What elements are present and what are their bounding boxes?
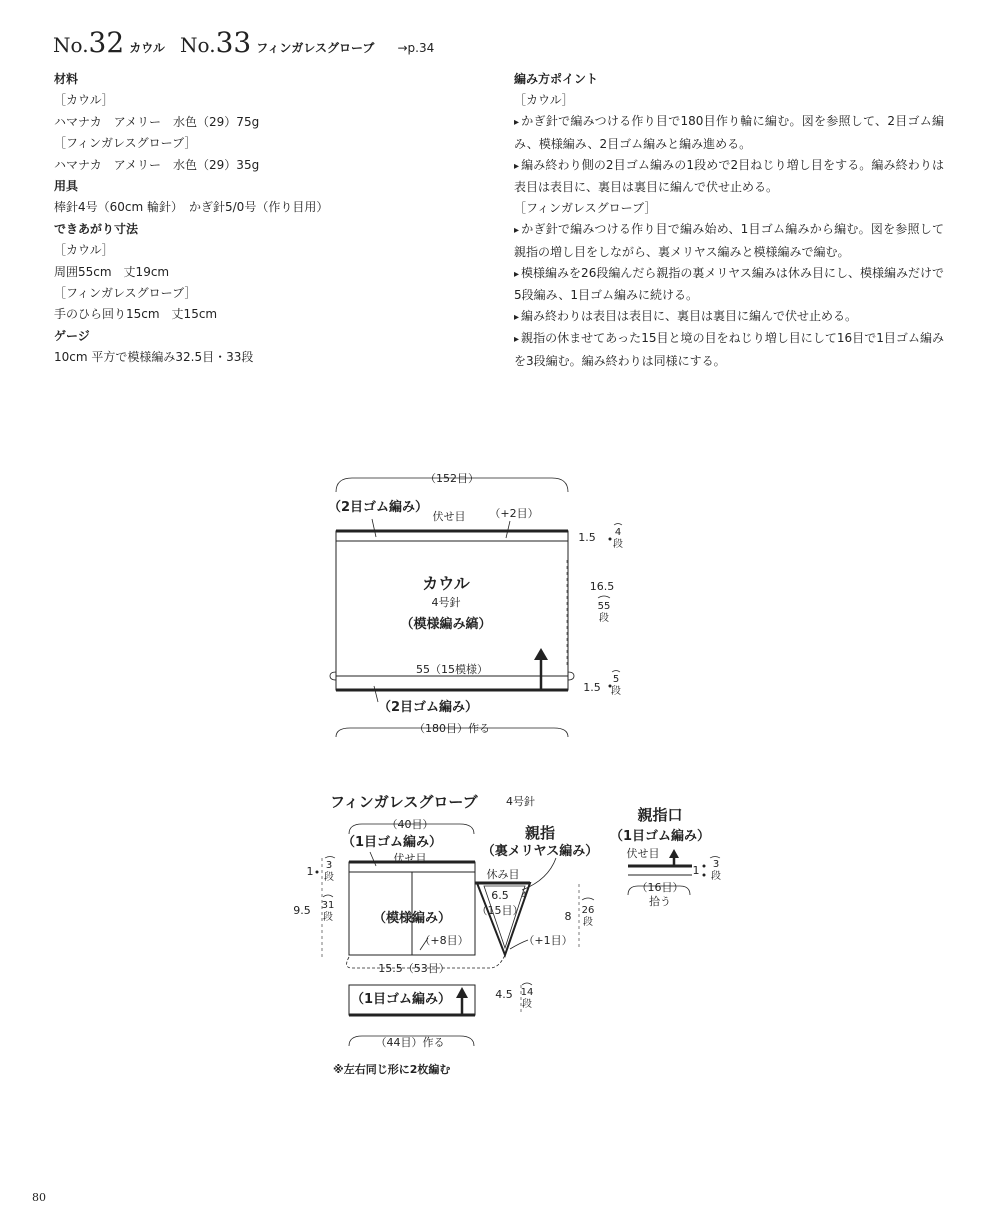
cast-on-label: （44目）作る [375, 1036, 445, 1049]
bottom-rows: 5 [612, 674, 620, 685]
dimension-dot [316, 871, 319, 874]
mid-rows: 55 [597, 601, 611, 612]
needle-label: 4号針 [431, 596, 461, 609]
thumb-opening-rows: 3 [712, 859, 720, 870]
cowl-title: カウル [422, 574, 470, 593]
tools-heading: 用具 [54, 179, 79, 194]
top-rib-label: （2目ゴム編み） [327, 500, 429, 515]
mid-rows: 31 [321, 900, 335, 911]
dimension-dot [703, 865, 706, 868]
glove-point-2: ▸ 模様編みを26段編んだら親指の裏メリヤス編みは休み目にし、模様編みだけで5段編み、1目ゴム編みに続ける。 [514, 263, 944, 306]
page-number: 80 [32, 1191, 46, 1204]
thumb-pointer [522, 858, 556, 890]
size-heading: できあがり寸法 [54, 221, 139, 236]
pointer-line [372, 519, 376, 537]
bottom-cm: 1.5 [583, 681, 601, 694]
cowl-labels [328, 472, 623, 735]
dan-label: 段 [323, 912, 333, 923]
arrow-head-icon [456, 987, 468, 998]
pattern-name-33: フィンガレスグローブ [256, 41, 375, 55]
cowl-yarn: ハマナカ アメリー 水色（29）75g [54, 114, 260, 129]
increase-label: （+2目） [489, 507, 539, 520]
needle-label: 4号針 [506, 795, 535, 808]
materials-heading: 材料 [54, 72, 79, 86]
top-rows: 4 [614, 527, 622, 538]
cowl-size: 周囲55cm 丈19cm [54, 264, 170, 279]
pickup-label: 拾う [649, 895, 671, 908]
thumb-cm: 8 [564, 910, 572, 923]
glove-point-1: ▸ かぎ針で編みつける作り目で編み始め、1目ゴム編みから編む。図を参照して親指の増し目をしながら、裏メリヤス編みと模様編みで編む。 [514, 219, 944, 262]
thumb-title: 親指 [524, 824, 556, 842]
rows-arc [325, 857, 335, 859]
top-count: （40目） [386, 818, 434, 831]
bottom-rib-label: （2目ゴム編み） [377, 700, 479, 715]
thumb-increase: （+1目） [523, 934, 573, 947]
pattern-name-32: カウル [129, 41, 165, 55]
rows-arc [710, 857, 720, 859]
top-cm: 1 [306, 865, 314, 878]
cowl-tag: ［カウル］ [514, 93, 574, 108]
dimension-dot [609, 538, 612, 541]
thumb-opening-title: 親指口 [637, 806, 683, 824]
cowl-point-2: ▸ 編み終わり側の2目ゴム編みの1段めで2目ねじり増し目をする。編み終わりは表目は表目に、裏目は裏目に編んで伏せ止める。 [514, 155, 944, 198]
rows-arc [522, 983, 532, 985]
glove-tag: ［フィンガレスグローブ］ [54, 286, 197, 301]
cowl-point-1: ▸ かぎ針で編みつける作り目で180目作り輪に編む。図を参照して、2目ゴム編み、模様編み、2目ゴム編みと編み進める。 [514, 111, 944, 154]
increase-label: （+8目） [419, 934, 469, 947]
rows-arc [612, 671, 620, 673]
bind-off-label: 伏せ目 [626, 847, 660, 860]
dan-label: 段 [613, 539, 623, 550]
points-heading: 編み方ポイント [514, 72, 599, 86]
dan-label: 段 [583, 917, 593, 928]
width-label: 55（15模様） [416, 663, 488, 676]
gauge-text: 10cm 平方で模様編み32.5目・33段 [54, 350, 254, 365]
thumb-subtitle: （裏メリヤス編み） [481, 844, 599, 859]
width-label: 15.5（53目） [378, 962, 450, 975]
dan-label: 段 [711, 871, 721, 882]
glove-size: 手のひら回り15cm 丈15cm [54, 307, 218, 322]
arrow-head-icon [534, 648, 548, 660]
thumb-count: （15目） [476, 904, 524, 917]
pointer-line [370, 852, 376, 866]
dan-label: 段 [324, 872, 334, 883]
gauge-heading: ゲージ [54, 328, 90, 343]
glove-title: フィンガレスグローブ [330, 793, 478, 811]
tools-text: 棒針4号（60cm 輪針） かぎ針5/0号（作り目用） [54, 200, 329, 215]
glove-point-4: ▸ 親指の休ませてあった15目と境の目をねじり増し目にして16目で1目ゴム編みを3段編む。編み終わりは同様にする。 [514, 328, 944, 371]
dimension-dot [703, 874, 706, 877]
top-count: （152目） [425, 472, 479, 485]
glove-tag: ［フィンガレスグローブ］ [514, 201, 657, 216]
bottom-cm: 4.5 [495, 988, 513, 1001]
top-rib-label: （1目ゴム編み） [341, 835, 443, 850]
cowl-tag: ［カウル］ [54, 243, 114, 258]
cowl-tag: ［カウル］ [54, 93, 114, 108]
thumb-width-rows: 4 [521, 891, 527, 901]
glove-tag: ［フィンガレスグローブ］ [54, 136, 197, 151]
bottom-rib-label: （1目ゴム編み） [350, 992, 452, 1007]
rows-arc [598, 596, 610, 598]
thumb-width: 6.5 [491, 889, 509, 902]
glove-yarn: ハマナカ アメリー 水色（29）35g [54, 157, 260, 172]
cowl-diagram [327, 478, 622, 737]
pattern-label: （模様編み縞） [400, 617, 492, 632]
dan-label: 段 [611, 686, 621, 697]
rows-arc [323, 895, 333, 897]
footnote: ※左右同じ形に2枚編む [333, 1063, 451, 1076]
bottom-rows: 14 [520, 987, 534, 998]
glove-point-3: ▸ 編み終わりは表目は表目に、裏目は裏目に編んで伏せ止める。 [514, 306, 944, 328]
mid-cm: 9.5 [293, 904, 311, 917]
dan-label: 段 [522, 999, 532, 1010]
rows-arc [582, 898, 594, 900]
bind-off-label: 伏せ目 [393, 852, 427, 865]
thumb-opening-labels [610, 806, 721, 908]
pattern-number-32: No.32 [53, 26, 125, 59]
thumb-opening-rib: （1目ゴム編み） [609, 829, 711, 844]
thumb-rows: 26 [581, 905, 595, 916]
glove-labels [293, 793, 598, 1049]
page-reference: →p.34 [397, 41, 435, 55]
top-rows: 3 [325, 860, 333, 871]
dan-label: 段 [599, 613, 609, 624]
thumb-opening-count: （16目） [636, 881, 684, 894]
rows-arc [614, 524, 622, 526]
rest-stitches-label: 休み目 [486, 868, 520, 881]
arrow-head-icon [669, 849, 679, 858]
thumb-opening-cm: 1 [692, 864, 700, 877]
bind-off-label: 伏せ目 [432, 510, 466, 523]
pattern-label: （模様編み） [372, 911, 452, 926]
top-cm: 1.5 [578, 531, 596, 544]
cast-on-label: （180目）作る [414, 722, 490, 735]
mid-cm: 16.5 [589, 580, 615, 593]
pattern-number-33: No.33 [180, 26, 252, 59]
